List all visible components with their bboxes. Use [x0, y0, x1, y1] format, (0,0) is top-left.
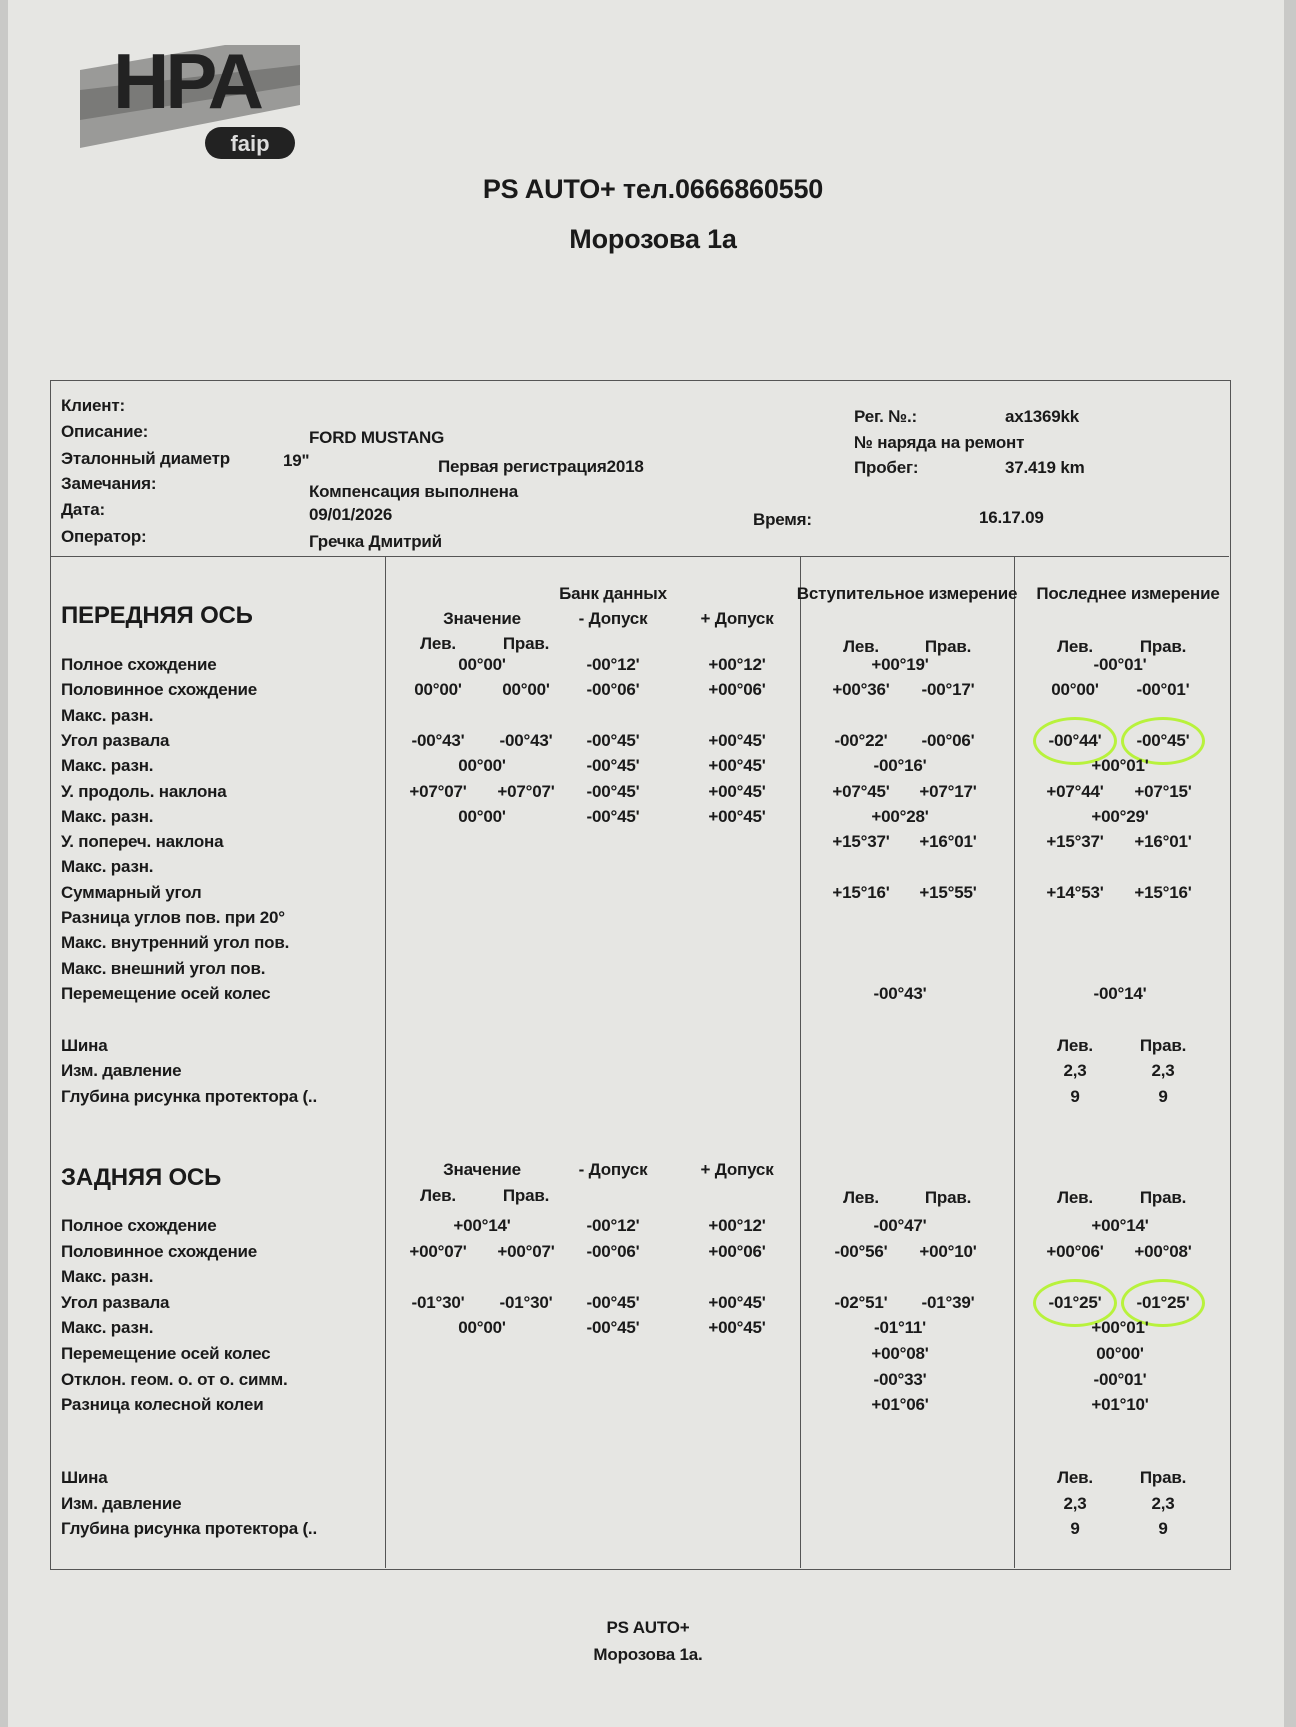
cell-in-l: -00°22' — [834, 730, 888, 750]
cell-db-l: 00°00' — [414, 680, 462, 700]
cell-in-c: -01°11' — [874, 1318, 926, 1338]
cell-in-l: -00°56' — [834, 1241, 888, 1261]
row-label: У. попереч. наклона — [61, 832, 224, 852]
row-label: Полное схождение — [61, 1216, 217, 1235]
cell-minus: -00°45' — [586, 730, 640, 750]
row-label: Суммарный угол — [61, 882, 202, 902]
cell-in-c: +00°08' — [871, 1344, 929, 1363]
row-label: Полное схождение — [61, 655, 217, 674]
client-label: Клиент: — [61, 396, 125, 415]
cell-last-l: 9 — [1070, 1519, 1080, 1538]
header-divider — [50, 556, 1229, 557]
cell-last-r: Прав. — [1139, 1036, 1187, 1055]
cell-in-c: -00°43' — [873, 983, 927, 1003]
cell-db-r: -00°43' — [499, 730, 553, 750]
row-label: Макс. разн. — [61, 756, 154, 776]
row-label: Макс. внутренний угол пов. — [61, 933, 290, 953]
reg-number-label: Рег. №.: — [854, 407, 917, 426]
cell-last-r: 9 — [1158, 1086, 1168, 1106]
cell-minus: -00°45' — [586, 806, 640, 826]
row-label: Шина — [61, 1036, 108, 1055]
cell-last-l: 00°00' — [1051, 680, 1099, 700]
date-value: 09/01/2026 — [309, 505, 393, 524]
last-measurement-header: Последнее измерение — [1036, 584, 1220, 603]
cell-in-c: -00°47' — [873, 1216, 927, 1235]
cell-db-c: 00°00' — [458, 1318, 506, 1338]
time-label: Время: — [753, 510, 812, 529]
column-divider — [800, 556, 801, 1568]
db-right-header: Прав. — [502, 1186, 550, 1205]
row-label: Глубина рисунка протектора (.. — [61, 1086, 317, 1106]
cell-minus: -00°45' — [586, 1318, 640, 1338]
cell-db-l: +07°07' — [409, 781, 467, 801]
cell-last-r: Прав. — [1139, 1468, 1187, 1487]
cell-plus: +00°45' — [708, 730, 766, 750]
row-label: Половинное схождение — [61, 1241, 258, 1261]
cell-db-r: 00°00' — [502, 680, 550, 700]
row-label: Макс. разн. — [61, 1318, 154, 1338]
cell-plus: +00°06' — [708, 680, 766, 700]
cell-plus: +00°45' — [708, 1318, 766, 1338]
cell-last-r: 2,3 — [1151, 1061, 1175, 1081]
row-label: Перемещение осей колес — [61, 983, 271, 1003]
description-value: FORD MUSTANG — [309, 428, 445, 447]
cell-last-l: +14°53' — [1046, 882, 1104, 902]
row-label: Глубина рисунка протектора (.. — [61, 1519, 317, 1538]
cell-in-c: -00°16' — [873, 756, 927, 776]
cell-in-l: +00°36' — [832, 680, 890, 700]
column-divider — [1014, 556, 1015, 1568]
cell-plus: +00°12' — [708, 1216, 766, 1235]
rear-axis-title: ЗАДНЯЯ ОСЬ — [61, 1164, 222, 1191]
cell-last-l: 9 — [1070, 1086, 1080, 1106]
cell-last-l: 2,3 — [1063, 1061, 1087, 1081]
cell-last-c: -00°01' — [1093, 655, 1147, 674]
cell-last-c: -00°14' — [1093, 983, 1147, 1003]
cell-last-l: Лев. — [1057, 1036, 1093, 1055]
notes-value: Компенсация выполнена — [309, 482, 519, 501]
cell-last-l: +07°44' — [1046, 781, 1104, 801]
column-divider — [385, 556, 386, 1568]
hpa-faip-logo — [75, 30, 305, 165]
first-registration: Первая регистрация2018 — [438, 457, 644, 476]
cell-db-c: 00°00' — [458, 655, 506, 674]
cell-in-r: -01°39' — [921, 1292, 975, 1312]
cell-in-c: +00°19' — [871, 655, 929, 674]
cell-last-l: -00°44' — [1048, 730, 1102, 750]
svg-text:faip: faip — [230, 131, 270, 156]
cell-last-r: +00°08' — [1134, 1241, 1192, 1261]
initial-left-header: Лев. — [843, 637, 879, 656]
mileage-value: 37.419 km — [1005, 458, 1085, 477]
cell-minus: -00°12' — [586, 655, 640, 674]
cell-last-c: +00°14' — [1091, 1216, 1149, 1235]
minus-tolerance-header: - Допуск — [578, 609, 648, 628]
mileage-label: Пробег: — [854, 458, 919, 477]
date-label: Дата: — [61, 500, 106, 519]
cell-db-l: -01°30' — [411, 1292, 465, 1312]
row-label: Макс. разн. — [61, 806, 154, 826]
initial-right-header: Прав. — [924, 1188, 972, 1207]
cell-in-r: +07°17' — [919, 781, 977, 801]
cell-last-c: -00°01' — [1093, 1369, 1147, 1389]
cell-last-r: 9 — [1158, 1519, 1168, 1538]
diameter-label: Эталонный диаметр — [61, 449, 230, 468]
cell-db-c: 00°00' — [458, 756, 506, 776]
row-label: Отклон. геом. о. от о. симм. — [61, 1369, 288, 1389]
initial-left-header: Лев. — [843, 1188, 879, 1207]
cell-db-r: +07°07' — [497, 781, 555, 801]
last-left-header: Лев. — [1057, 637, 1093, 656]
cell-db-c: +00°14' — [453, 1216, 511, 1235]
cell-minus: -00°12' — [586, 1216, 640, 1235]
time-value: 16.17.09 — [979, 508, 1044, 527]
initial-measurement-header: Вступительное измерение — [796, 584, 1018, 603]
cell-last-l: 2,3 — [1063, 1493, 1087, 1513]
initial-right-header: Прав. — [924, 637, 972, 656]
cell-db-r: +00°07' — [497, 1241, 555, 1261]
row-label: Макс. разн. — [61, 857, 154, 877]
cell-in-r: -00°06' — [921, 730, 975, 750]
description-label: Описание: — [61, 422, 149, 441]
footer-company: PS AUTO+ — [606, 1618, 690, 1637]
db-left-header: Лев. — [420, 1186, 456, 1205]
operator-label: Оператор: — [61, 527, 147, 546]
row-label: Перемещение осей колес — [61, 1344, 271, 1363]
row-label: Макс. внешний угол пов. — [61, 958, 266, 978]
cell-minus: -00°45' — [586, 781, 640, 801]
last-left-header: Лев. — [1057, 1188, 1093, 1207]
cell-plus: +00°06' — [708, 1241, 766, 1261]
front-axis-title: ПЕРЕДНЯЯ ОСЬ — [61, 602, 253, 629]
cell-minus: -00°45' — [586, 756, 640, 776]
reg-number-value: ax1369kk — [1005, 407, 1080, 426]
cell-plus: +00°12' — [708, 655, 766, 674]
cell-in-c: -00°33' — [873, 1369, 927, 1389]
value-header: Значение — [443, 1160, 521, 1179]
cell-last-r: +07°15' — [1134, 781, 1192, 801]
cell-last-l: +15°37' — [1046, 832, 1104, 852]
cell-last-r: -01°25' — [1136, 1292, 1190, 1312]
db-left-header: Лев. — [420, 634, 456, 653]
cell-db-l: -00°43' — [411, 730, 465, 750]
notes-label: Замечания: — [61, 474, 157, 493]
cell-last-c: +00°01' — [1091, 1318, 1149, 1338]
row-label: У. продоль. наклона — [61, 781, 227, 801]
footer-address: Морозова 1а. — [593, 1645, 703, 1664]
cell-minus: -00°06' — [586, 680, 640, 700]
cell-last-c: +00°01' — [1091, 756, 1149, 776]
last-right-header: Прав. — [1139, 637, 1187, 656]
cell-minus: -00°06' — [586, 1241, 640, 1261]
cell-in-c: +00°28' — [871, 806, 929, 826]
cell-last-l: Лев. — [1057, 1468, 1093, 1487]
header-address: Морозова 1а — [569, 224, 737, 254]
cell-plus: +00°45' — [708, 756, 766, 776]
row-label: Шина — [61, 1468, 108, 1487]
cell-last-r: -00°45' — [1136, 730, 1190, 750]
cell-db-c: 00°00' — [458, 806, 506, 826]
cell-db-r: -01°30' — [499, 1292, 553, 1312]
cell-last-r: +15°16' — [1134, 882, 1192, 902]
plus-tolerance-header: + Допуск — [700, 609, 774, 628]
cell-in-l: -02°51' — [834, 1292, 888, 1312]
cell-last-l: +00°06' — [1046, 1241, 1104, 1261]
cell-plus: +00°45' — [708, 781, 766, 801]
cell-in-r: +00°10' — [919, 1241, 977, 1261]
cell-last-r: 2,3 — [1151, 1493, 1175, 1513]
svg-text:HPA: HPA — [113, 37, 260, 125]
row-label: Половинное схождение — [61, 680, 258, 700]
cell-last-c: +01°10' — [1091, 1395, 1149, 1415]
row-label: Угол развала — [61, 730, 170, 750]
cell-in-r: +15°55' — [919, 882, 977, 902]
db-right-header: Прав. — [502, 634, 550, 653]
cell-in-l: +15°16' — [832, 882, 890, 902]
cell-last-c: 00°00' — [1096, 1344, 1144, 1363]
minus-tolerance-header: - Допуск — [578, 1160, 648, 1179]
databank-header: Банк данных — [559, 584, 667, 603]
cell-in-r: +16°01' — [919, 832, 977, 852]
value-header: Значение — [443, 609, 521, 628]
cell-last-c: +00°29' — [1091, 806, 1149, 826]
header-company-phone: PS AUTO+ тел.0666860550 — [482, 174, 824, 204]
row-label: Изм. давление — [61, 1493, 182, 1513]
plus-tolerance-header: + Допуск — [700, 1160, 774, 1179]
row-label: Разница углов пов. при 20° — [61, 908, 285, 927]
diameter-value: 19" — [283, 451, 310, 470]
cell-plus: +00°45' — [708, 806, 766, 826]
cell-last-r: +16°01' — [1134, 832, 1192, 852]
row-label: Разница колесной колеи — [61, 1395, 264, 1415]
cell-plus: +00°45' — [708, 1292, 766, 1312]
cell-in-l: +07°45' — [832, 781, 890, 801]
cell-last-r: -00°01' — [1136, 680, 1190, 700]
cell-db-l: +00°07' — [409, 1241, 467, 1261]
cell-in-r: -00°17' — [921, 680, 975, 700]
cell-in-l: +15°37' — [832, 832, 890, 852]
row-label: Изм. давление — [61, 1061, 182, 1081]
repair-order-label: № наряда на ремонт — [854, 433, 1025, 452]
last-right-header: Прав. — [1139, 1188, 1187, 1207]
cell-last-l: -01°25' — [1048, 1292, 1102, 1312]
row-label: Макс. разн. — [61, 1267, 154, 1287]
cell-minus: -00°45' — [586, 1292, 640, 1312]
operator-value: Гречка Дмитрий — [309, 532, 442, 551]
row-label: Макс. разн. — [61, 705, 154, 725]
row-label: Угол развала — [61, 1292, 170, 1312]
cell-in-c: +01°06' — [871, 1395, 929, 1415]
